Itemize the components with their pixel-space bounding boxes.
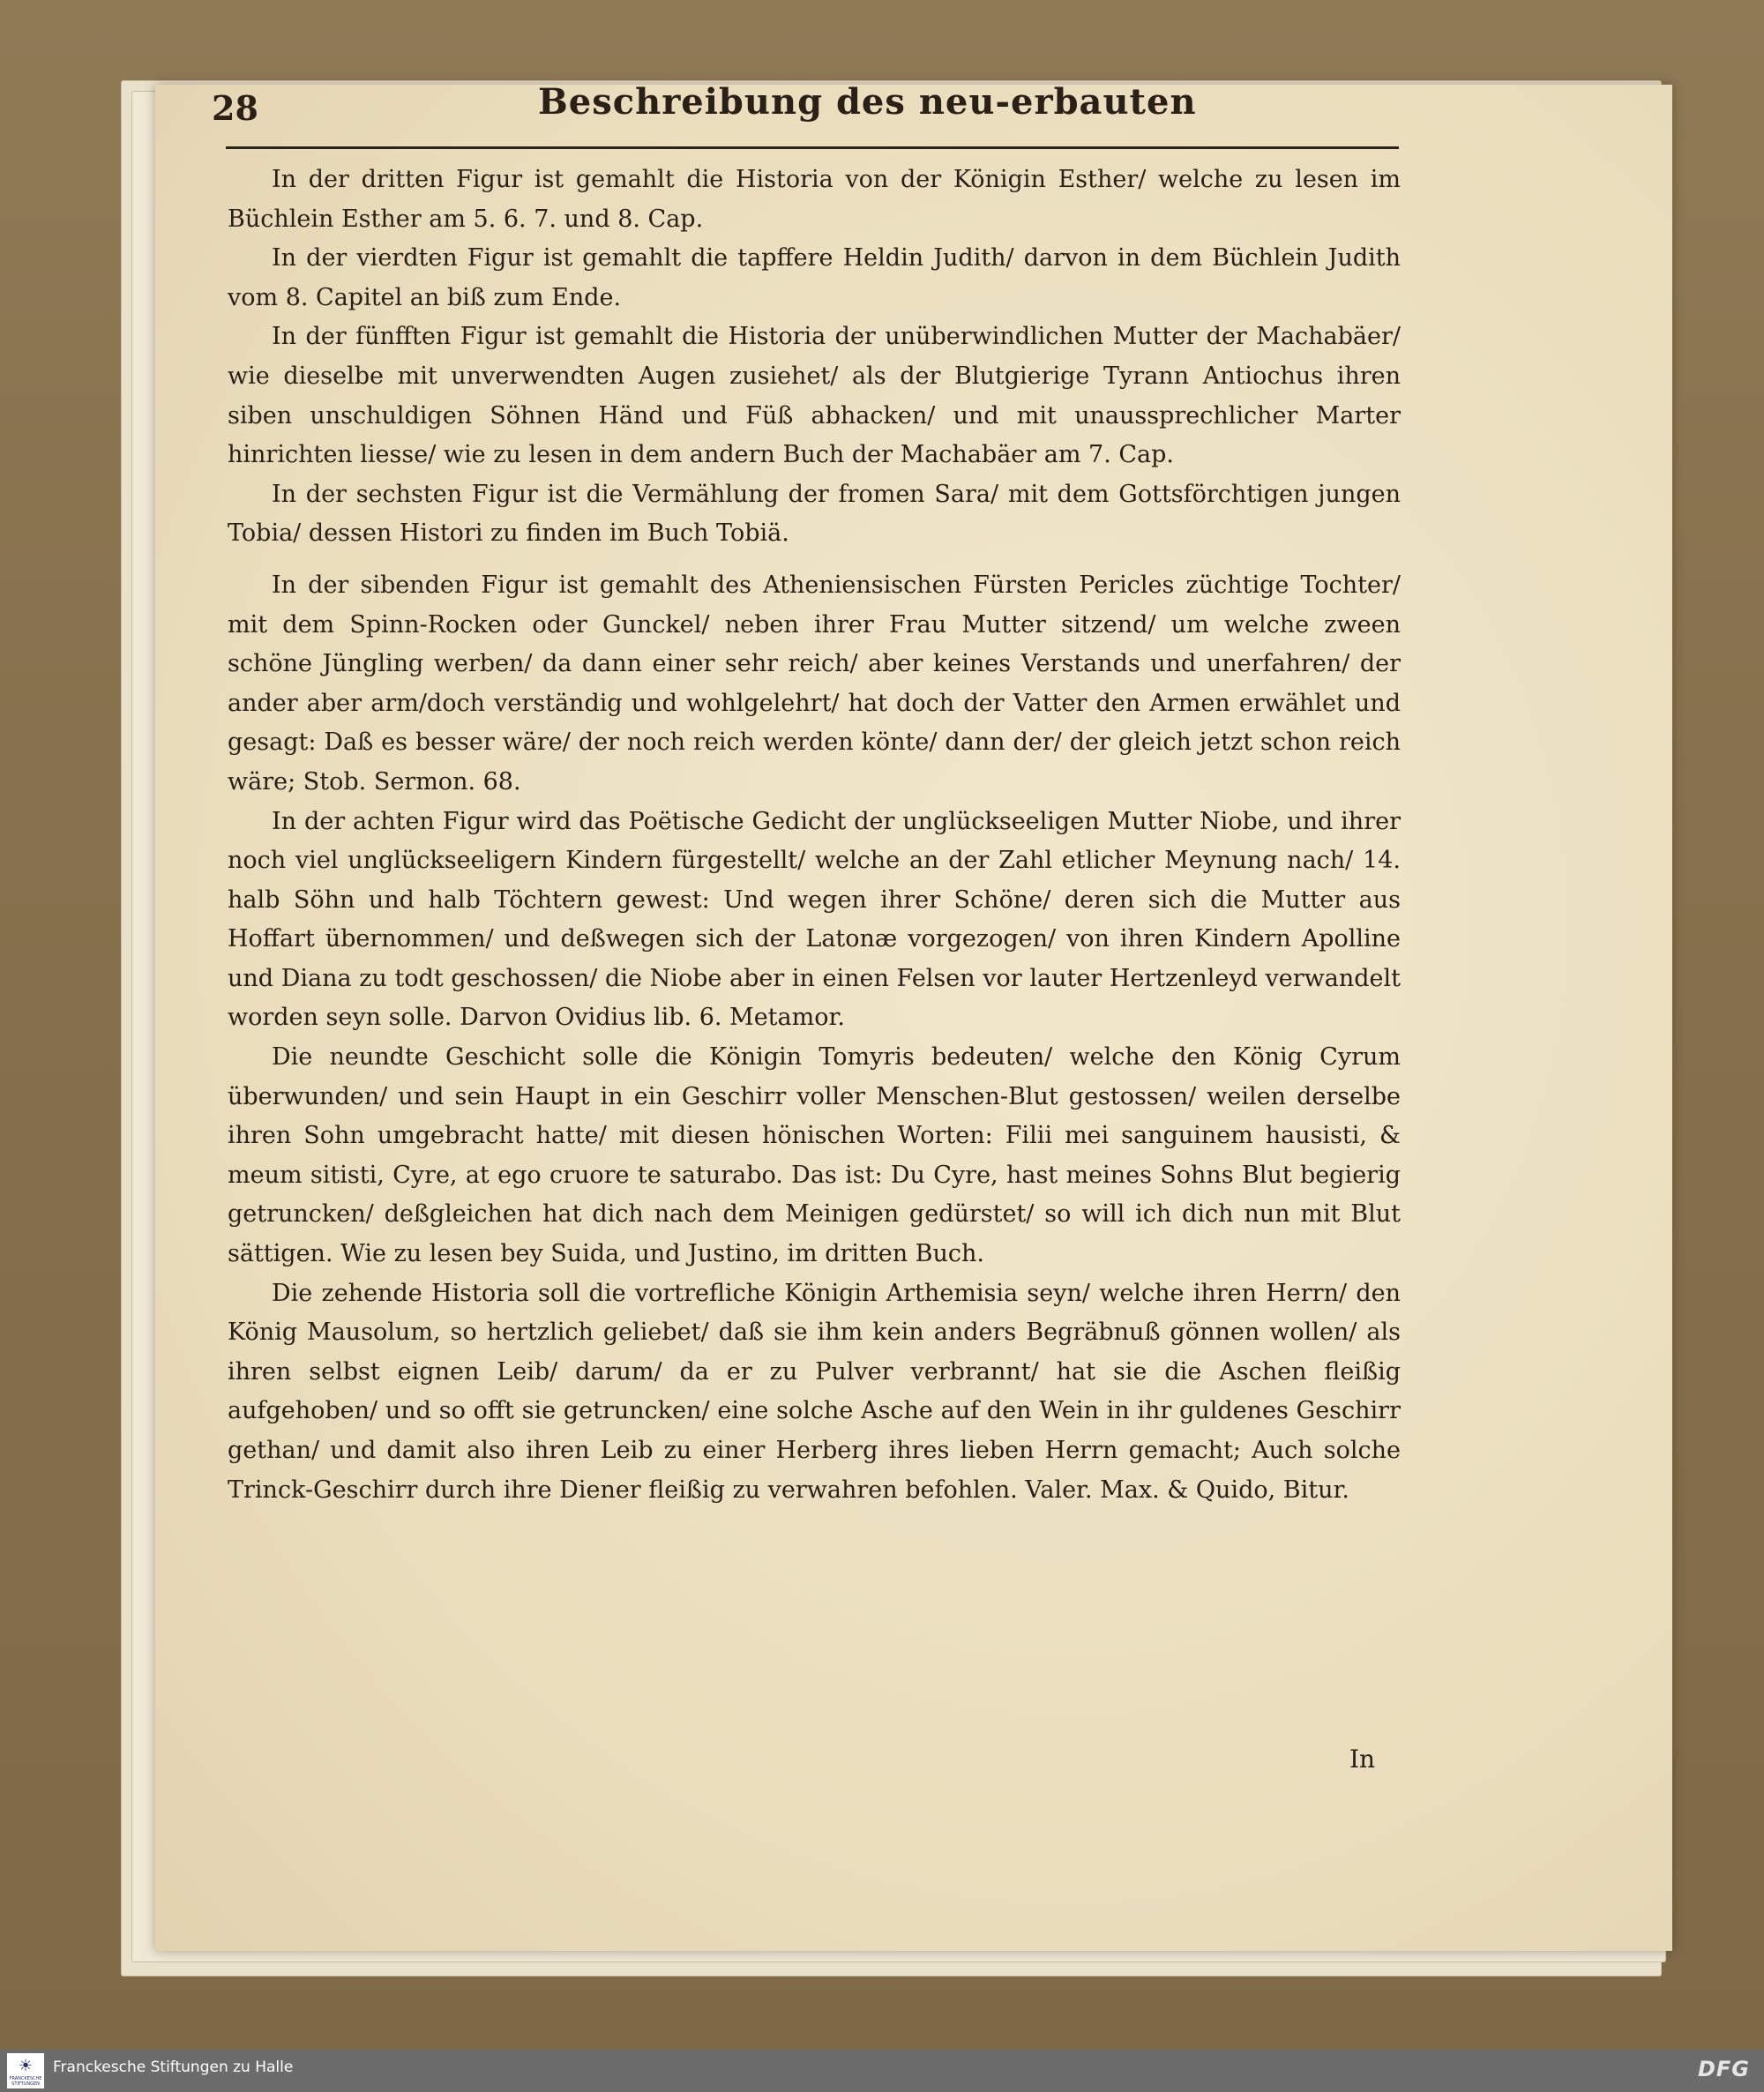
paragraph-third-figure: In der dritten Figur ist gemahlt die Historia von der Königin Esther/ welche zu lesen im Büchlein Esther am 5. 6. 7. und 8. Cap. (228, 166, 1401, 233)
catchword: In (1349, 1745, 1376, 1774)
paragraph-sixth-figure: In der sechsten Figur ist die Vermählung der fromen Sara/ mit dem Gottsförchtigen jungen Tobia/ dessen Histori zu finden im Buch Tobiä. (228, 480, 1401, 548)
paragraph-eighth-figure: In der achten Figur wird das Poëtische Gedicht der unglückseeligen Mutter Niobe, und ihrer noch viel unglückseeligern Kindern fürgestellt/ welche an der Zahl etlicher Meynung nach/ 14. halb Söhn und halb Töchtern gewest: Und wegen ihrer Schöne/ deren sich die Mutter aus Hoffart übernommen/ und deßwegen sich der Latonæ vorgezogen/ von ihren Kindern Apolline und Diana zu todt geschossen/ die Niobe aber in einen Felsen vor lauter Hertzenleyd verwandelt worden seyn solle. Darvon Ovidius lib. 6. Metamor. (228, 807, 1401, 1032)
page-number: 28 (212, 88, 258, 128)
body-text (228, 161, 1401, 1510)
paragraph-seventh-figure: In der sibenden Figur ist gemahlt des Atheniensischen Fürsten Pericles züchtige Tochter/ mit dem Spinn-Rocken oder Gunckel/ neben ihrer Frau Mutter sitzend/ um welche zween schöne Jüngling werben/ da dann einer sehr reich/ aber keines Verstands und unerfahren/ der ander aber arm/doch verständig und wohlgelehrt/ hat doch der Vatter den Armen erwählet und gesagt: Daß es besser wäre/ der noch reich werden könte/ dann der/ der gleich jetzt schon reich wäre; Stob. Sermon. 68. (228, 571, 1401, 796)
institution-logo[interactable] (7, 2053, 44, 2088)
logo-caption: FRANCKESCHE STIFTUNGEN (9, 2076, 42, 2087)
paragraph-tenth-story: Die zehende Historia soll die vortrefliche Königin Arthemisia seyn/ welche ihren Herrn/ den König Mausolum, so hertzlich geliebet/ daß sie ihm kein anders Begräbnuß gönnen wollen/ als ihren selbst eignen Leib/ darum/ da er zu Pulver verbrannt/ hat sie die Aschen fleißig aufgehoben/ und so offt sie getruncken/ eine solche Asche auf den Wein in ihr guldenes Geschirr gethan/ und damit also ihren Leib zu einer Herberg ihres lieben Herrn gemacht; Auch solche Trinck-Geschirr durch ihre Diener fleißig zu verwahren befohlen. Valer. Max. & Quido, Bitur. (228, 1279, 1401, 1504)
paragraph-fourth-figure: In der vierdten Figur ist gemahlt die tapffere Heldin Judith/ darvon in dem Büchlein Judith vom 8. Capitel an biß zum Ende. (228, 244, 1401, 311)
institution-name[interactable]: Franckesche Stiftungen zu Halle (53, 2058, 294, 2076)
sun-emblem-icon: ☀ (18, 2057, 34, 2075)
running-title: Beschreibung des neu-erbauten (538, 81, 1197, 123)
viewer-footer (0, 2050, 1764, 2092)
page-header (212, 81, 1394, 141)
header-rule (226, 146, 1399, 149)
paragraph-fifth-figure: In der fünfften Figur ist gemahlt die Historia der unüberwindlichen Mutter der Machabäer/ wie dieselbe mit unverwendten Augen zusiehet/ als der Blutgierige Tyrann Antiochus ihren siben unschuldigen Söhnen Händ und Füß abhacken/ und mit unaussprechlicher Marter hinrichten liesse/ wie zu lesen in dem andern Buch der Machabäer am 7. Cap. (228, 323, 1401, 469)
paragraph-ninth-story: Die neundte Geschicht solle die Königin Tomyris bedeuten/ welche den König Cyrum überwunden/ und sein Haupt in ein Geschirr voller Menschen-Blut gestossen/ weilen derselbe ihren Sohn umgebracht hatte/ mit diesen hönischen Worten: Filii mei sanguinem hausisti, & meum sitisti, Cyre, at ego cruore te saturabo. Das ist: Du Cyre, hast meines Sohns Blut begierig getruncken/ deßgleichen hat dich nach dem Meinigen gedürstet/ so will ich dich nun mit Blut sättigen. Wie zu lesen bey Suida, und Justino, im dritten Buch. (228, 1043, 1401, 1268)
dfg-logo[interactable]: DFG (1697, 2057, 1750, 2081)
